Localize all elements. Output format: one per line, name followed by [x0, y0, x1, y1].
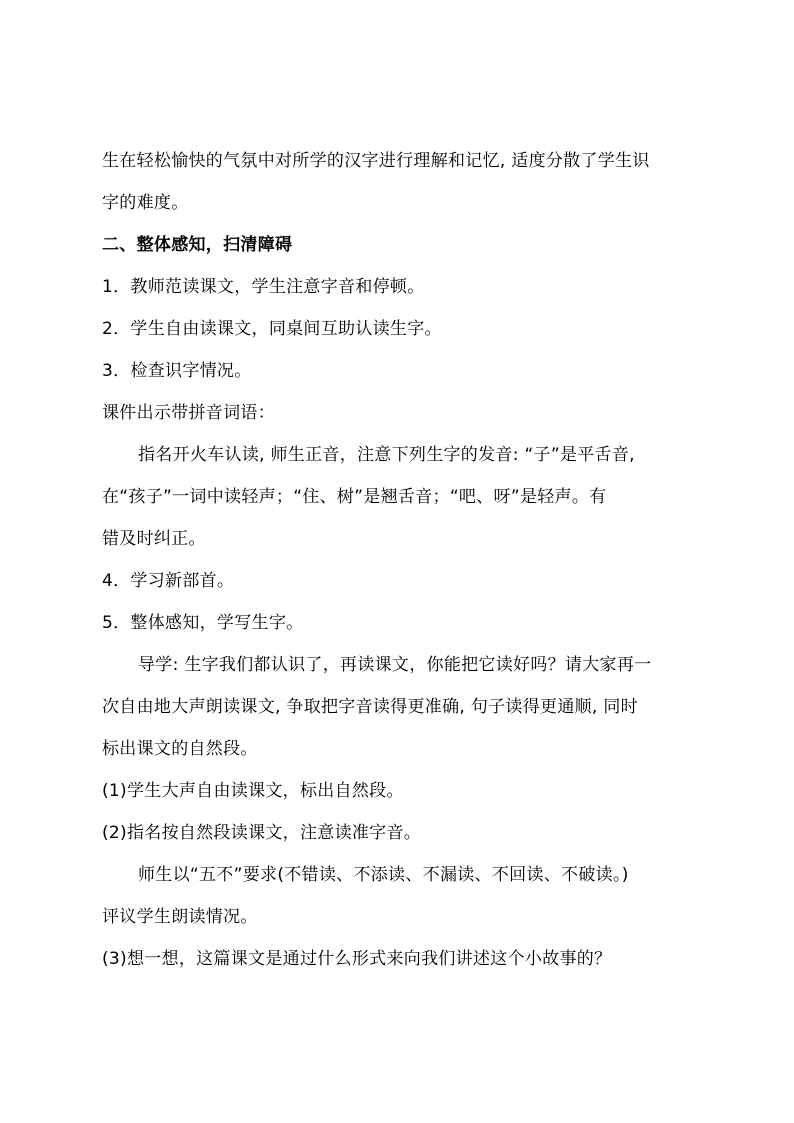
- list-item: (1)学生大声自由读课文，标出自然段。: [102, 781, 404, 801]
- paragraph-line: 错及时纠正。: [102, 529, 206, 549]
- paragraph-line: 在“孩子”一词中读轻声；“住、树”是翘舌音；“吧、呀”是轻声。有: [102, 487, 607, 507]
- paragraph-line: 课件出示带拼音词语：: [102, 403, 275, 423]
- paragraph-line: 师生以“五不”要求(不错读、不添读、不漏读、不回读、不破读。): [138, 865, 629, 885]
- paragraph-line: 导学: 生字我们都认识了，再读课文，你能把它读好吗？请大家再一: [138, 655, 652, 675]
- list-item: 4．学习新部首。: [102, 571, 235, 591]
- paragraph-line: 次自由地大声朗读课文, 争取把字音读得更准确, 句子读得更通顺, 同时: [102, 697, 638, 717]
- list-item: 1．教师范读课文，学生注意字音和停顿。: [102, 277, 425, 297]
- paragraph-line: 评议学生朗读情况。: [102, 907, 258, 927]
- paragraph-line: 字的难度。: [102, 193, 189, 213]
- list-item: 3．检查识字情况。: [102, 361, 252, 381]
- list-item: 5．整体感知，学写生字。: [102, 613, 304, 633]
- paragraph-line: 指名开火车认读, 师生正音，注意下列生字的发音: “子”是平舌音,: [138, 445, 635, 465]
- section-heading: 二、整体感知，扫清障碍: [102, 235, 293, 255]
- list-item: (2)指名按自然段读课文，注意读准字音。: [102, 823, 422, 843]
- list-item: (3)想一想，这篇课文是通过什么形式来向我们讲述这个小故事的？: [102, 949, 612, 969]
- paragraph-line: 生在轻松愉快的气氛中对所学的汉字进行理解和记忆, 适度分散了学生识: [102, 151, 650, 171]
- paragraph-line: 标出课文的自然段。: [102, 739, 258, 759]
- list-item: 2．学生自由读课文，同桌间互助认读生字。: [102, 319, 442, 339]
